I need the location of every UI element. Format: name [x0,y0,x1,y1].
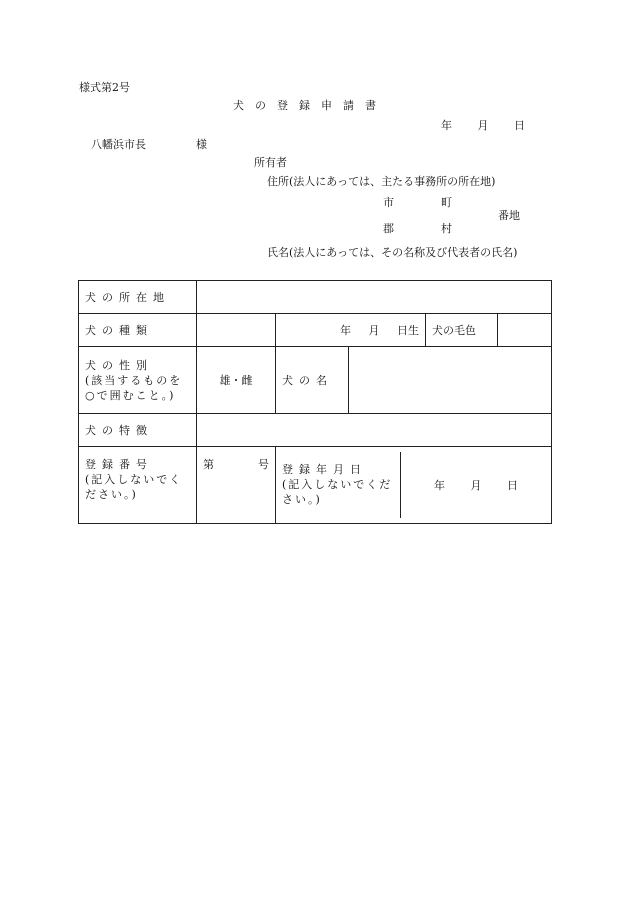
table-row [79,347,552,414]
dog-breed-label: 犬の種類 [79,314,197,347]
address-county: 郡 [383,222,394,235]
reg-date-note: (記入しないでください。) [282,478,393,506]
dog-breed-field[interactable] [197,314,276,347]
birth-date-field[interactable]: 年 月 日生 [276,314,426,347]
dog-name-field[interactable] [349,347,551,413]
form-number: 様式第2号 [79,81,130,94]
name-label: 氏名(法人にあっては、その名称及び代表者の氏名) [267,246,518,259]
table-row [79,414,552,447]
addressee: 八幡浜市長 [91,138,146,151]
dog-sex-label-cell [79,347,197,414]
reg-number-field [197,447,276,524]
document-title: 犬の登録申請書 [233,99,387,112]
reg-date-cell [276,447,552,524]
address-label: 住所(法人にあっては、主たる事務所の所在地) [267,175,496,188]
table-row [79,447,552,524]
dog-location-field[interactable] [197,281,552,314]
dog-name-label: 犬の名 [276,347,349,413]
reg-number-label: 登録番号 [85,458,153,471]
dog-features-field[interactable] [197,414,552,447]
reg-number-label-cell [79,447,197,524]
reg-number-suffix: 号 [258,458,269,471]
sex-options[interactable]: 雄・雌 [197,347,276,414]
table-row [79,281,552,314]
owner-label: 所有者 [254,156,287,169]
address-village: 村 [441,222,452,235]
reg-date-label: 登録年月日 [282,463,367,476]
table-row [79,314,552,347]
addressee-honorific: 様 [196,138,207,151]
reg-date-field: 年 月 日 [434,478,518,492]
application-date: 年 月 日 [441,119,525,132]
dog-name-cell [276,347,552,414]
dog-sex-label: 犬の性別 [85,358,153,372]
coat-color-label: 犬の毛色 [426,314,498,347]
address-town: 町 [441,196,452,209]
dog-location-label: 犬の所在地 [79,281,197,314]
coat-color-field[interactable] [498,314,552,347]
reg-date-label-cell [276,452,401,518]
address-city: 市 [383,196,394,209]
dog-sex-note: (該当するものを○で囲むこと。) [85,373,183,402]
reg-number-prefix: 第 [203,458,214,471]
reg-number-note: (記入しないでください。) [85,473,183,501]
registration-table [78,280,552,524]
address-lot-number: 番地 [498,209,520,222]
dog-features-label: 犬の特徴 [79,414,197,447]
